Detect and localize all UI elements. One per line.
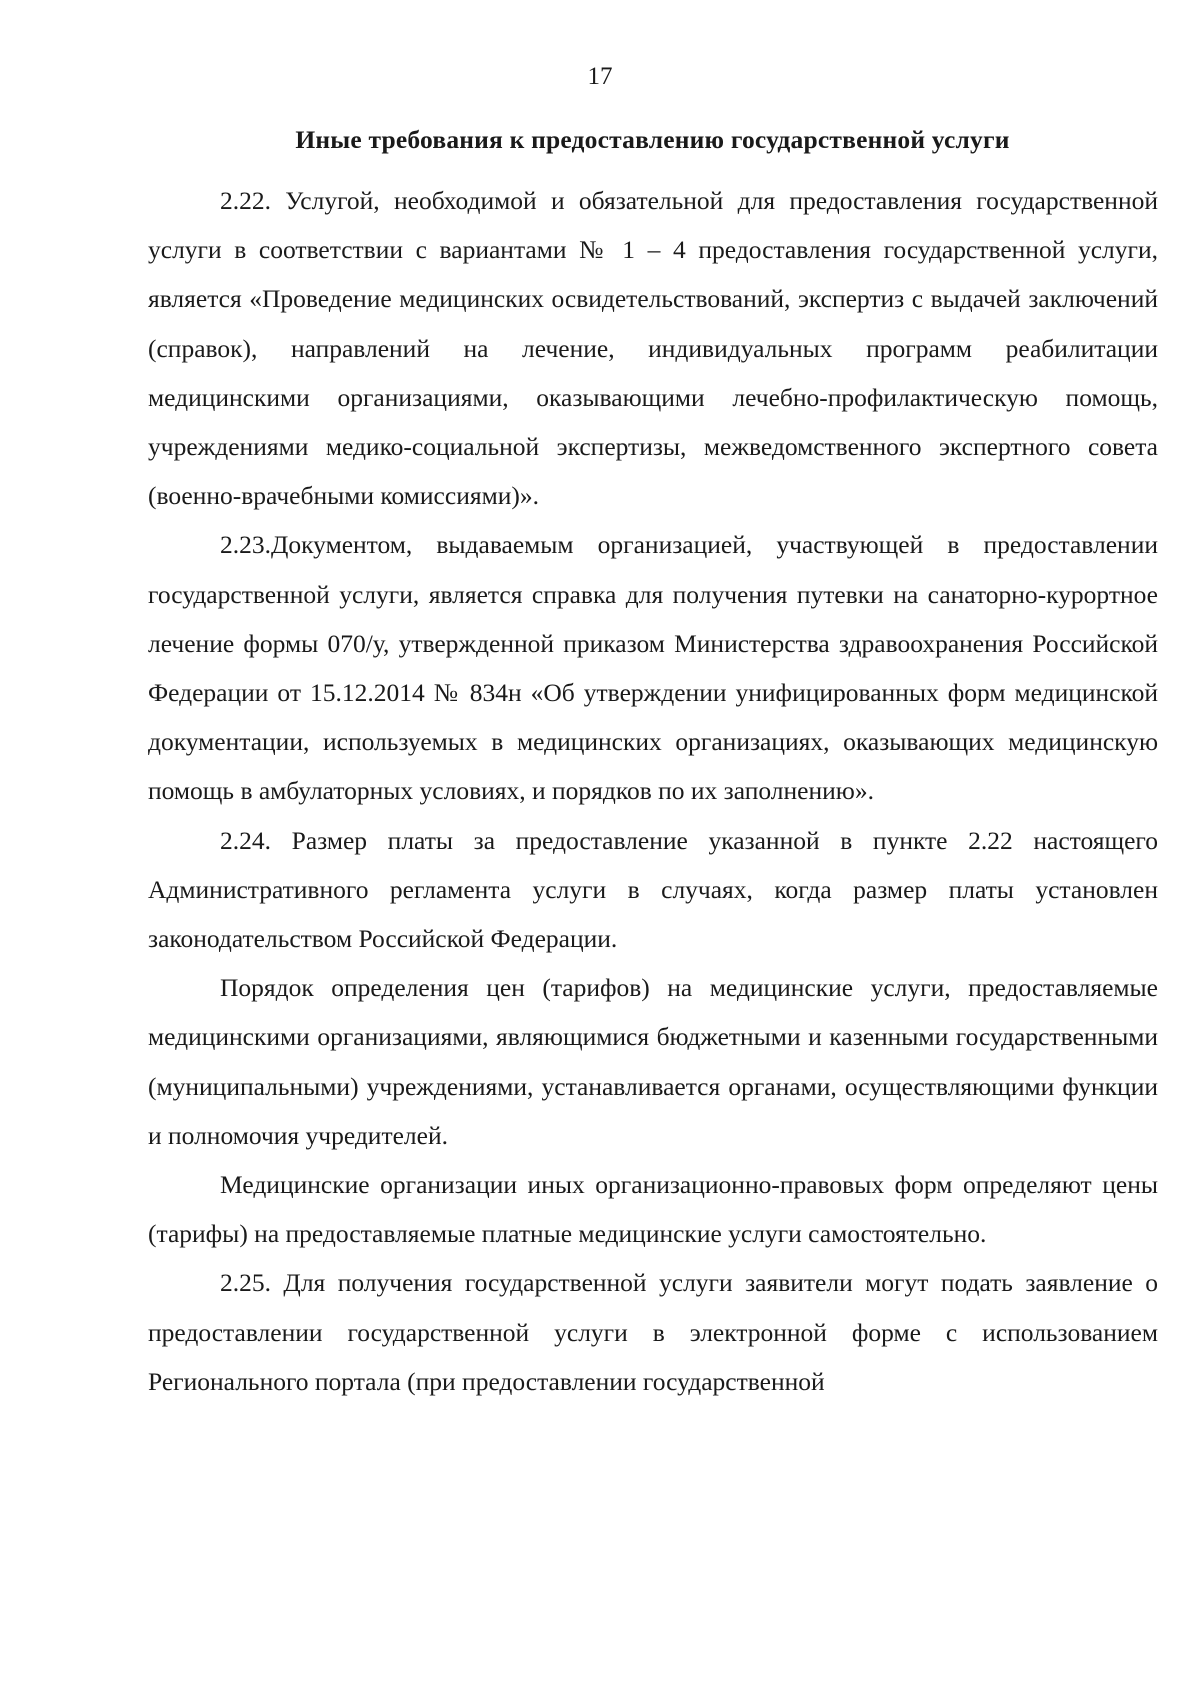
section-title: Иные требования к предоставлению государственной услуги [295, 125, 1010, 154]
paragraph-2-22: 2.22. Услугой, необходимой и обязательной для предоставления государственной услуги в соответствии с вариантами № 1 – 4 предоставления государственной услуги, является «Проведение медицинских освидетельствований, экспертиз с выдачей заключений (справок), направлений на лечение, индивидуальных программ реабилитации медицинскими организациями, оказывающими лечебно-профилактическую помощь, учреждениями медико-социальной экспертизы, межведомственного экспертного совета (военно-врачебными комиссиями)». [148, 186, 1158, 511]
body-text [148, 176, 1158, 1406]
paragraph-2-24: 2.24. Размер платы за предоставление указанной в пункте 2.22 настоящего Административного регламента услуги в случаях, когда размер платы установлен законодательством Российской Федерации. [148, 825, 1158, 954]
page-number: 17 [587, 63, 613, 90]
paragraph-2-25: 2.25. Для получения государственной услуги заявители могут подать заявление о предоставлении государственной услуги в электронной форме с использованием Регионального портала (при предоставлении государственной [148, 1268, 1158, 1396]
paragraph-other-organizations: Медицинские организации иных организационно-правовых форм определяют цены (тарифы) на предоставляемые платные медицинские услуги самостоятельно. [148, 1170, 1158, 1249]
paragraph-pricing-order: Порядок определения цен (тарифов) на медицинские услуги, предоставляемые медицинскими организациями, являющимися бюджетными и казенными государственными (муниципальными) учреждениями, устанавливается органами, осуществляющими функции и полномочия учредителей. [148, 973, 1158, 1150]
paragraph-2-23: 2.23.Документом, выдаваемым организацией, участвующей в предоставлении государственной услуги, является справка для получения путевки на санаторно-курортное лечение формы 070/у, утвержденной приказом Министерства здравоохранения Российской Федерации от 15.12.2014 № 834н «Об утверждении унифицированных форм медицинской документации, используемых в медицинских организациях, оказывающих медицинскую помощь в амбулаторных условиях, и порядков по их заполнению». [148, 530, 1158, 806]
